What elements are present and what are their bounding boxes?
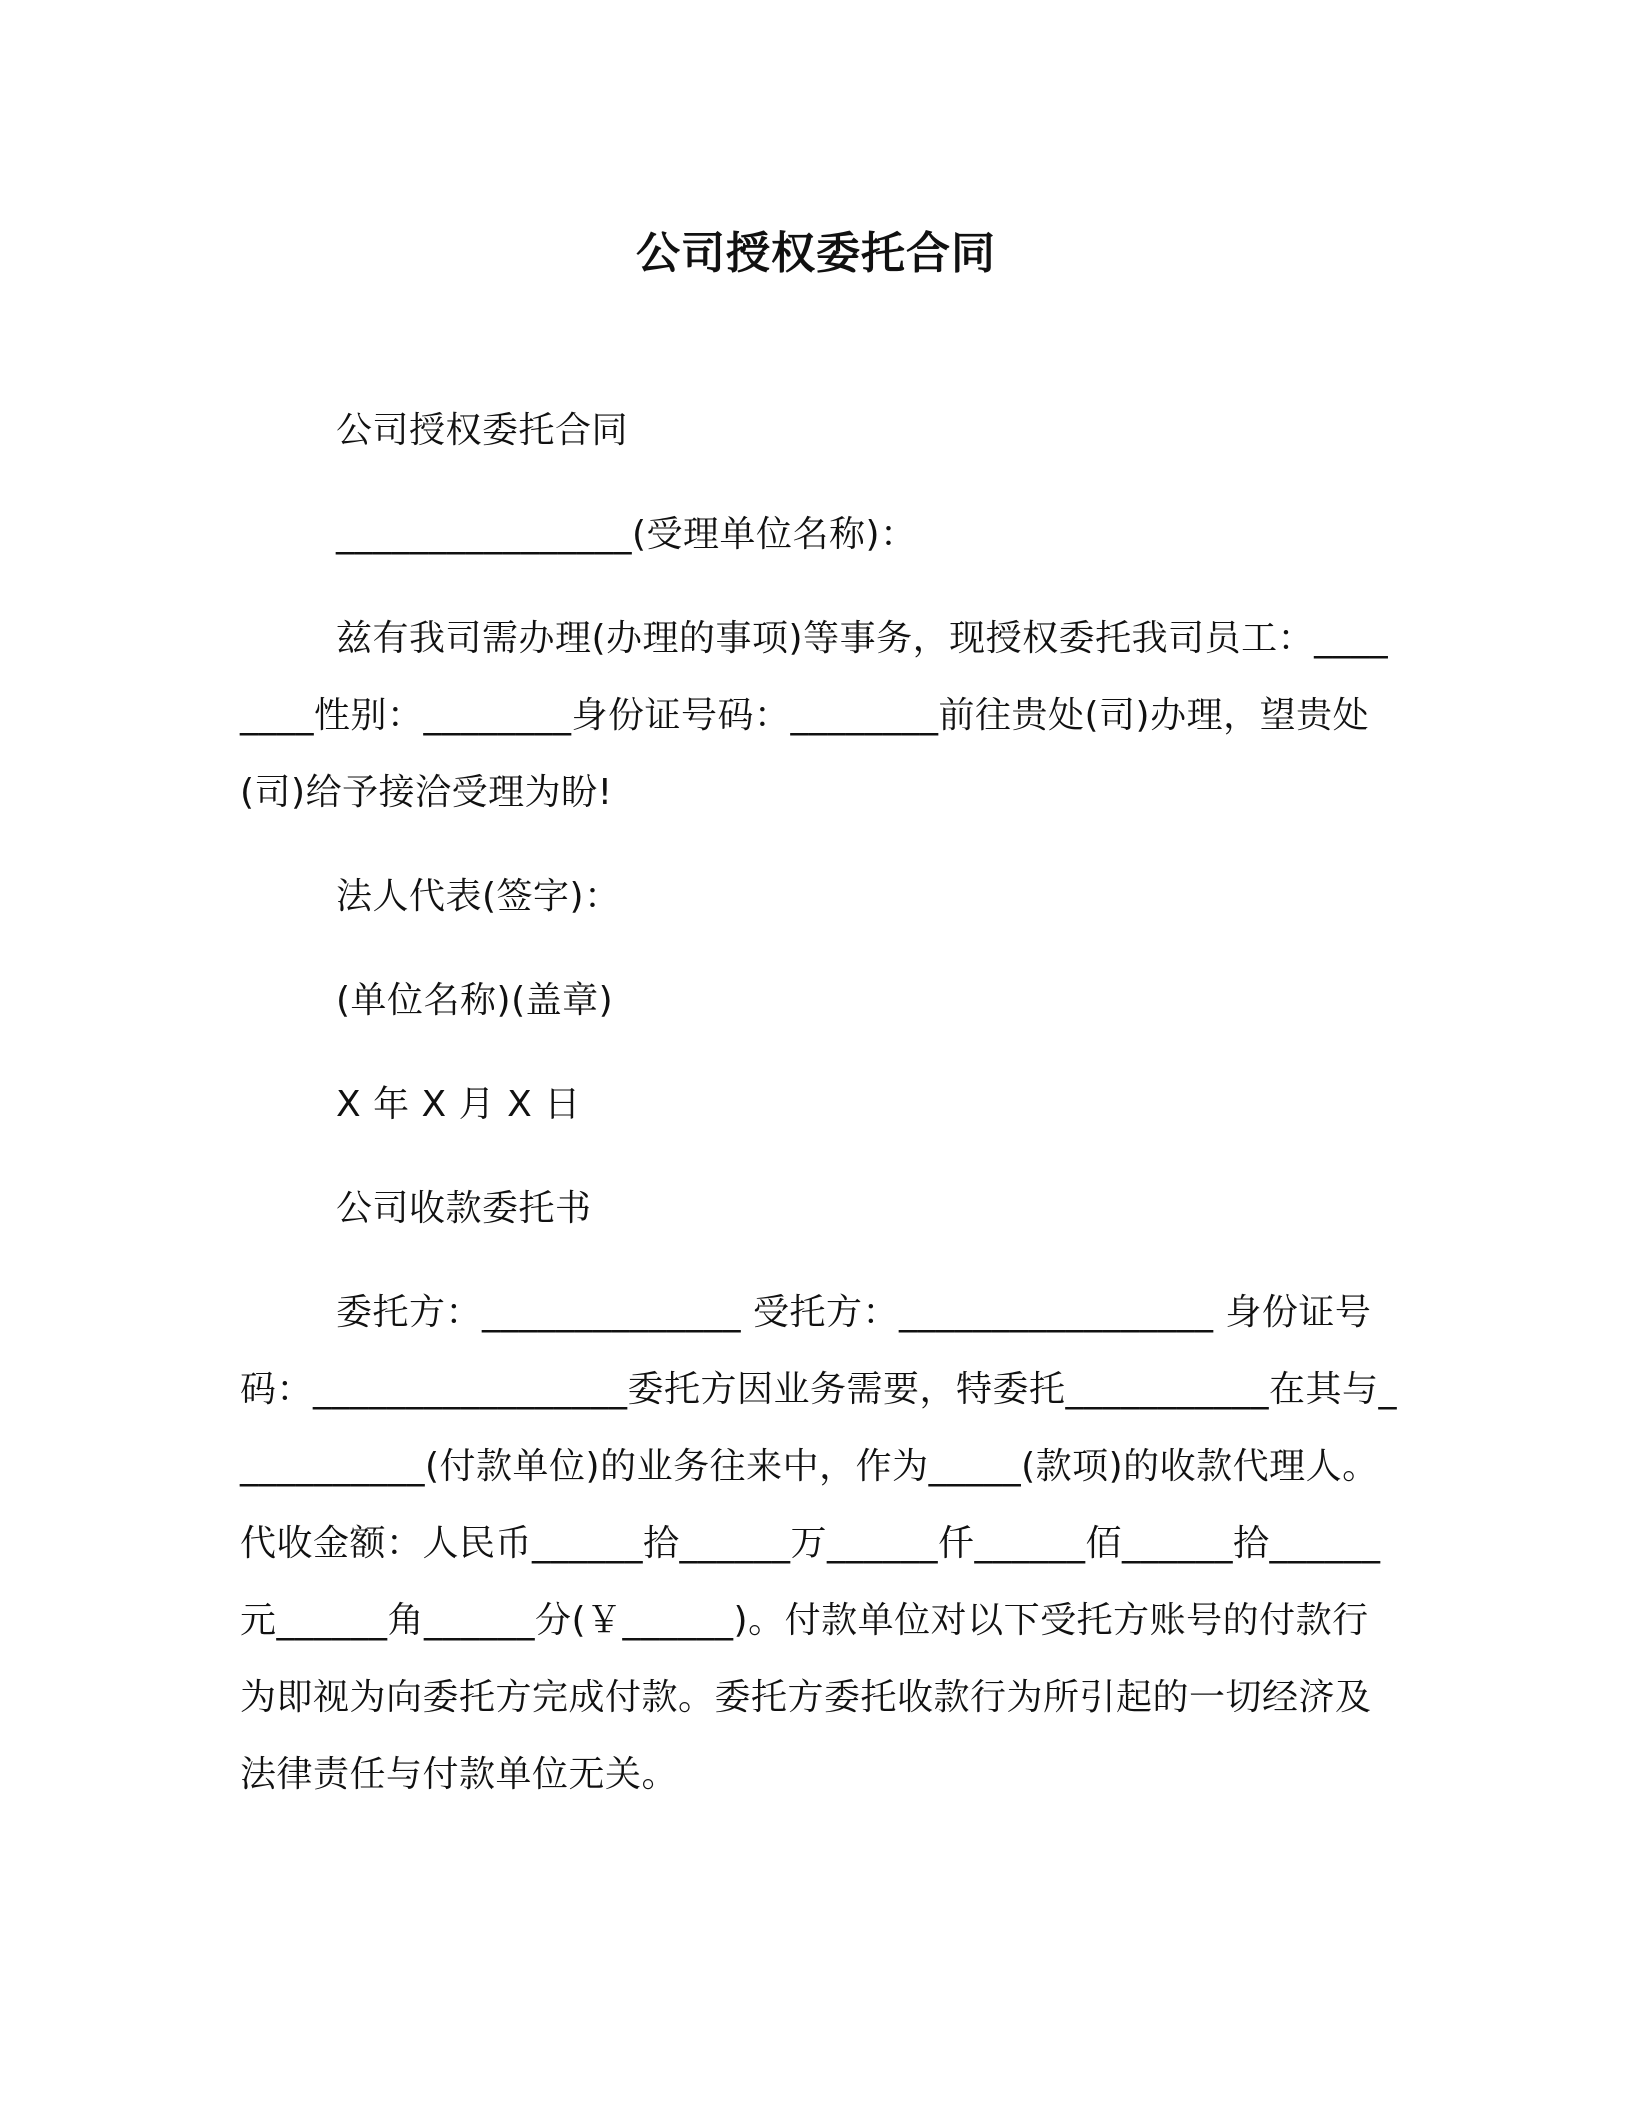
legal-representative-line: 法人代表(签字)： (336, 876, 621, 917)
document-body (240, 392, 1400, 1840)
company-seal-line: (单位名称)(盖章) (336, 980, 614, 1021)
subtitle-paragraph: 公司授权委托合同 (336, 410, 629, 451)
document-title: 公司授权委托合同 (636, 228, 996, 279)
collection-paragraph: 委托方：______________ 受托方：_________________ 身份证号码：_________________委托方因业务需要，特委托___________在其与___________(付款单位)的业务往来中，作为_____(款项)的收款代理人。代收金额：人民币______拾______万______仟______佰______拾______元______角______分(￥______)。付款单位对以下受托方账号的付款行为即视为向委托方完成付款。委托方委托收款行为所引起的一切经济及法律责任与付款单位无关。 (240, 1292, 1398, 1795)
section-heading-collection: 公司收款委托书 (336, 1188, 592, 1229)
addressee-paragraph: ________________(受理单位名称)： (336, 514, 917, 555)
authorization-paragraph: 兹有我司需办理(办理的事项)等事务，现授权委托我司员工：________性别：________身份证号码：________前往贵处(司)办理，望贵处(司)给予接洽受理为盼! (240, 618, 1389, 813)
date-line: X 年 X 月 X 日 (336, 1084, 581, 1125)
